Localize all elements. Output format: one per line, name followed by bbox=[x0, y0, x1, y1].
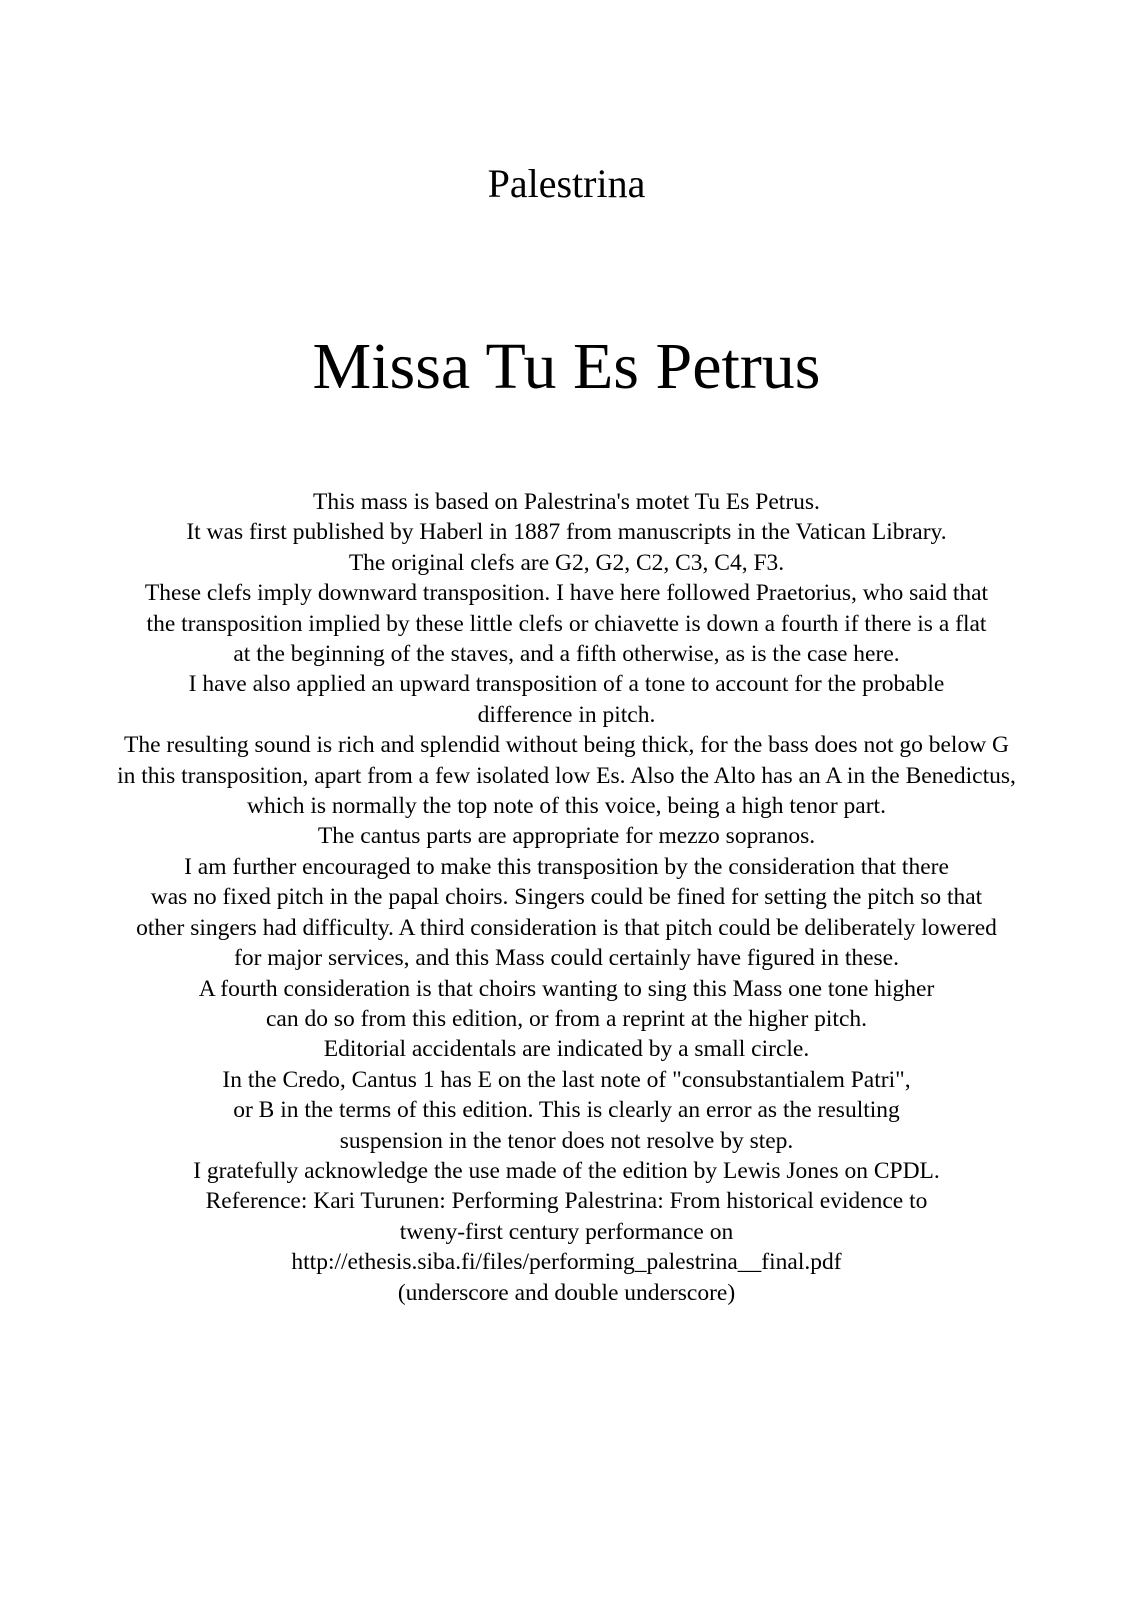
notes-line: in this transposition, apart from a few isolated low Es. Also the Alto has an A in the Benedictus, bbox=[117, 762, 1016, 789]
notes-line: I gratefully acknowledge the use made of the edition by Lewis Jones on CPDL. bbox=[193, 1157, 940, 1184]
notes-line: tweny-first century performance on bbox=[399, 1218, 734, 1245]
notes-line: These clefs imply downward transposition. I have here followed Praetorius, who said that bbox=[144, 580, 989, 607]
notes-line: The cantus parts are appropriate for mezzo sopranos. bbox=[317, 823, 816, 850]
notes-line: Reference: Kari Turunen: Performing Palestrina: From historical evidence to bbox=[205, 1188, 928, 1215]
notes-line: It was first published by Haberl in 1887 from manuscripts in the Vatican Library. bbox=[186, 519, 947, 546]
notes-line: for major services, and this Mass could certainly have figured in these. bbox=[234, 945, 899, 972]
work-title: Missa Tu Es Petrus bbox=[312, 330, 821, 403]
notes-line: which is normally the top note of this voice, being a high tenor part. bbox=[247, 793, 886, 820]
notes-line: In the Credo, Cantus 1 has E on the last note of "consubstantialem Patri", bbox=[222, 1066, 911, 1093]
notes-line: difference in pitch. bbox=[477, 701, 656, 728]
notes-line: The resulting sound is rich and splendid without being thick, for the bass does not go below G bbox=[123, 732, 1010, 759]
notes-line: can do so from this edition, or from a reprint at the higher pitch. bbox=[265, 1005, 868, 1032]
notes-line: Editorial accidentals are indicated by a small circle. bbox=[323, 1036, 810, 1063]
reference-url: http://ethesis.siba.fi/files/performing_palestrina__final.pdf bbox=[291, 1249, 842, 1276]
notes-line: at the beginning of the staves, and a fifth otherwise, as is the case here. bbox=[233, 641, 900, 668]
notes-line: other singers had difficulty. A third consideration is that pitch could be deliberately lowered bbox=[136, 914, 997, 941]
notes-line: A fourth consideration is that choirs wanting to sing this Mass one tone higher bbox=[198, 975, 935, 1002]
notes-line: or B in the terms of this edition. This is clearly an error as the resulting bbox=[233, 1097, 900, 1124]
notes-line: The original clefs are G2, G2, C2, C3, C4, F3. bbox=[348, 549, 785, 576]
notes-line: was no fixed pitch in the papal choirs. Singers could be fined for setting the pitch so that bbox=[150, 884, 983, 911]
notes-line: the transposition implied by these little clefs or chiavette is down a fourth if there is a flat bbox=[146, 610, 987, 637]
composer-name: Palestrina bbox=[487, 161, 646, 206]
notes-line: I am further encouraged to make this transposition by the consideration that there bbox=[184, 853, 949, 880]
notes-line: (underscore and double underscore) bbox=[397, 1279, 736, 1306]
notes-line: suspension in the tenor does not resolve by step. bbox=[339, 1127, 794, 1154]
notes-line: I have also applied an upward transposition of a tone to account for the probable bbox=[188, 671, 945, 698]
notes-line: This mass is based on Palestrina's motet Tu Es Petrus. bbox=[313, 489, 820, 515]
editorial-notes bbox=[0, 487, 1133, 1308]
